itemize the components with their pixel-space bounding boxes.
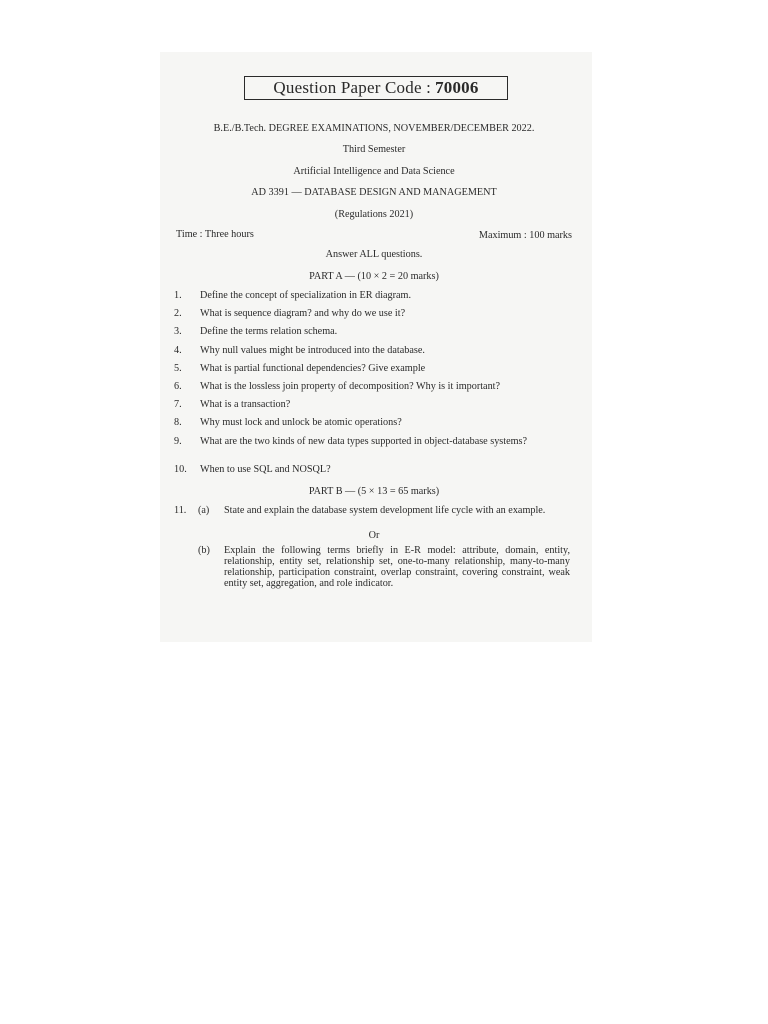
question-text: Define the terms relation schema. bbox=[200, 326, 338, 337]
question-text: What is partial functional dependencies? Give example bbox=[200, 363, 426, 374]
question-number: 5. bbox=[174, 363, 182, 374]
semester: Third Semester bbox=[342, 144, 406, 155]
question-number: 7. bbox=[174, 399, 182, 410]
question-text: What is sequence diagram? and why do we use it? bbox=[200, 308, 406, 319]
option-b-text: Explain the following terms briefly in E-R model: attribute, domain, entity, relationship, entity set, relationship set, one-to-many relationship, many-to-many relationship, participation constraint, overlap constraint, covering constraint, weak entity set, aggregation, and role indicator. bbox=[224, 545, 570, 589]
question-number: 6. bbox=[174, 381, 182, 392]
question-number: 4. bbox=[174, 345, 182, 356]
exam-title: B.E./B.Tech. DEGREE EXAMINATIONS, NOVEMBER/DECEMBER 2022. bbox=[213, 123, 535, 134]
part-b-title: PART B — (5 × 13 = 65 marks) bbox=[308, 486, 440, 497]
or-separator: Or bbox=[368, 530, 380, 541]
question-number: 11. bbox=[174, 505, 187, 516]
question-text: Why must lock and unlock be atomic operations? bbox=[200, 417, 402, 428]
question-text: When to use SQL and NOSQL? bbox=[200, 464, 331, 475]
question-number: 10. bbox=[174, 464, 187, 475]
question-text: Define the concept of specialization in ER diagram. bbox=[200, 290, 412, 301]
question-number: 9. bbox=[174, 436, 182, 447]
subject: AD 3391 — DATABASE DESIGN AND MANAGEMENT bbox=[251, 187, 497, 198]
question-number: 2. bbox=[174, 308, 182, 319]
maximum-marks: Maximum : 100 marks bbox=[478, 230, 572, 241]
question-number: 8. bbox=[174, 417, 182, 428]
branch: Artificial Intelligence and Data Science bbox=[293, 166, 455, 177]
option-a-text: State and explain the database system development life cycle with an example. bbox=[224, 505, 546, 516]
question-number: 1. bbox=[174, 290, 182, 301]
part-a-title: PART A — (10 × 2 = 20 marks) bbox=[309, 271, 439, 282]
question-text: What is a transaction? bbox=[200, 399, 291, 410]
regulations: (Regulations 2021) bbox=[334, 209, 414, 220]
option-a-label: (a) bbox=[198, 505, 210, 516]
question-text: What are the two kinds of new data types supported in object-database systems? bbox=[200, 436, 528, 447]
time-allowed: Time : Three hours bbox=[176, 229, 254, 240]
question-number: 3. bbox=[174, 326, 182, 337]
option-b-label: (b) bbox=[198, 545, 210, 556]
question-text: Why null values might be introduced into the database. bbox=[200, 345, 425, 356]
question-paper-code-box bbox=[244, 76, 508, 100]
code-label: Question Paper Code : bbox=[273, 78, 432, 97]
code-value: 70006 bbox=[435, 78, 479, 97]
question-text: What is the lossless join property of decomposition? Why is it important? bbox=[200, 381, 501, 392]
instruction: Answer ALL questions. bbox=[325, 249, 423, 260]
